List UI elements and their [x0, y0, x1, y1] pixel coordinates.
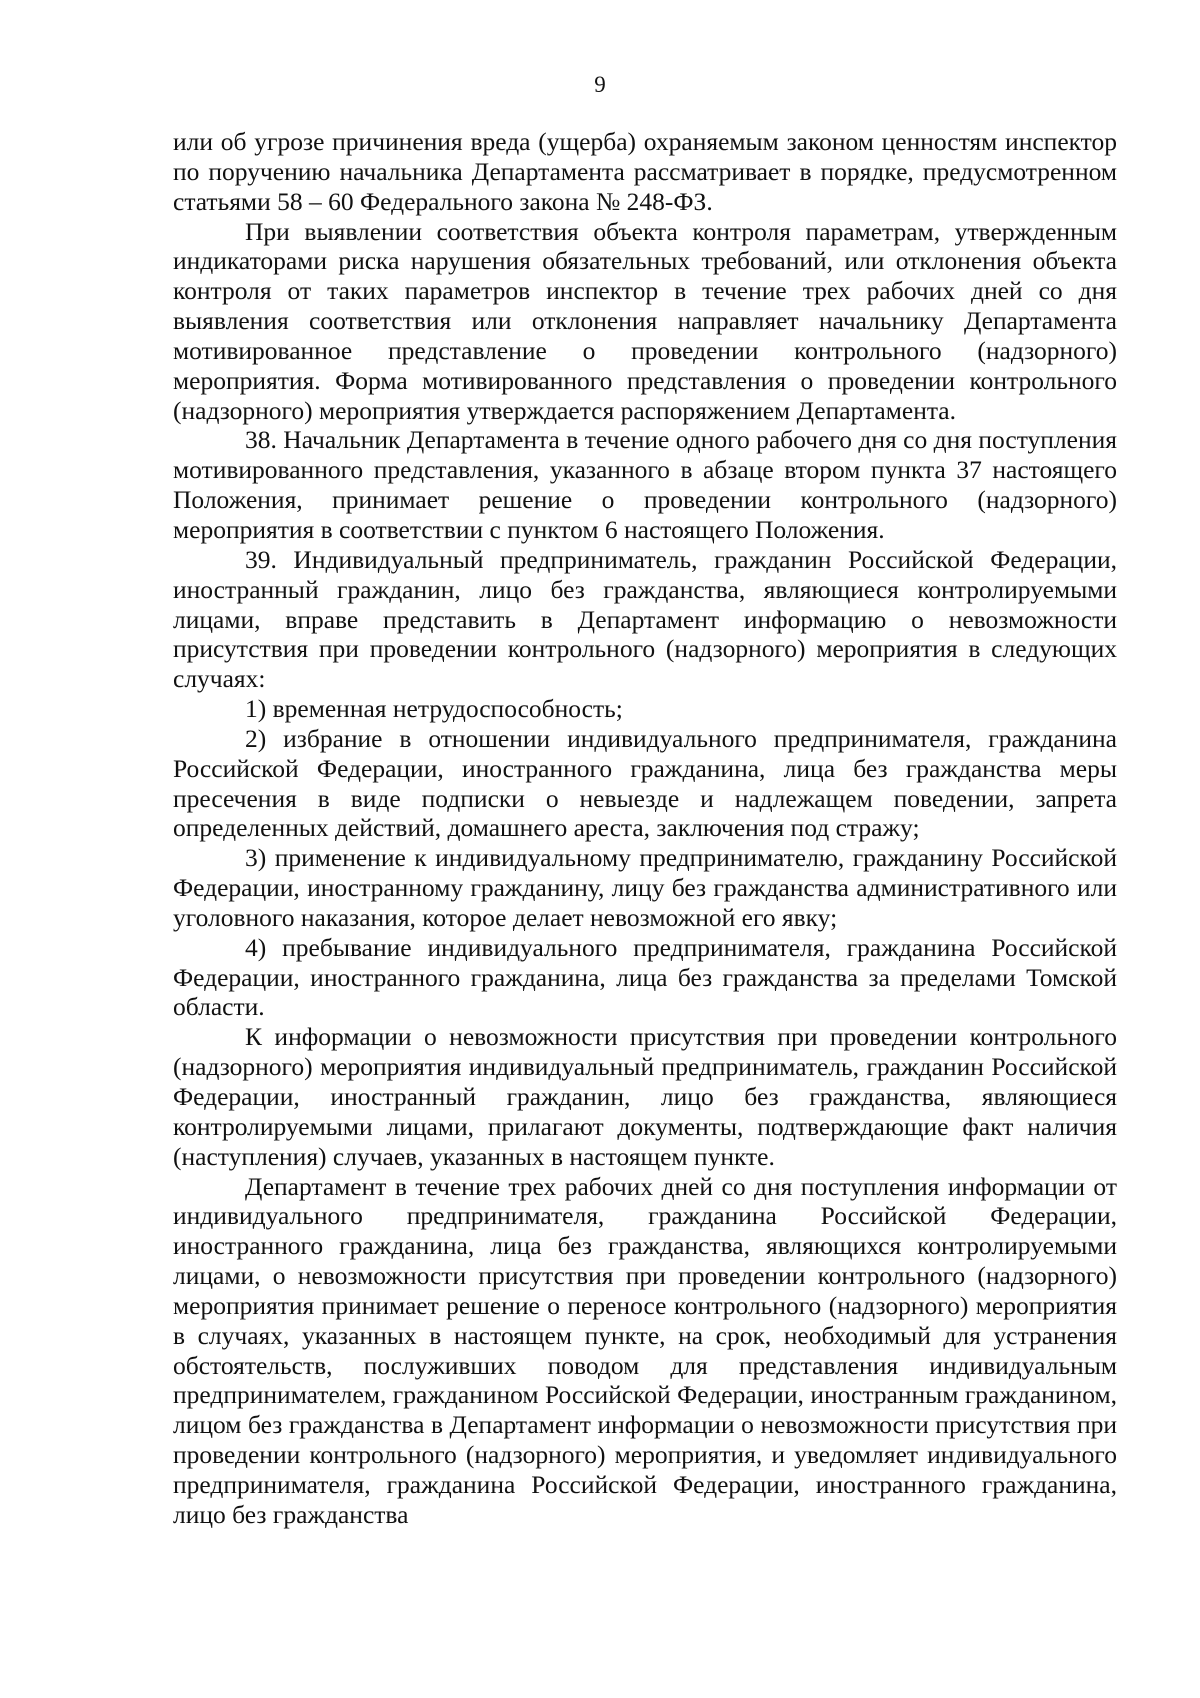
paragraph-postponement: Департамент в течение трех рабочих дней со дня поступления информации от индивидуального предпринимателя, гражданина Российской Федерации, иностранного гражданина, лица без гражданства, являющихся контролируемыми лицами, о невозможности присутствия при проведении контрольного (надзорного) мероприятия принимает решение о переносе контрольного (надзорного) мероприятия в случаях, указанных в настоящем пункте, на срок, необходимый для устранения обстоятельств, послуживших поводом для представления индивидуальным предпринимателем, гражданином Российской Федерации, иностранным гражданином, лицом без гражданства в Департамент информации о невозможности присутствия при проведении контрольного (надзорного) мероприятия, и уведомляет индивидуального предпринимателя, гражданина Российской Федерации, иностранного гражданина, лицо без гражданства: [173, 1171, 1117, 1529]
list-item-3: 3) применение к индивидуальному предпринимателю, гражданину Российской Федерации, иностранному гражданину, лицу без гражданства административного или уголовного наказания, которое делает невозможной его явку;: [173, 843, 1117, 932]
list-item-1: 1) временная нетрудоспособность;: [245, 694, 623, 724]
page-number: 9: [594, 72, 606, 97]
paragraph-item-39: 39. Индивидуальный предприниматель, гражданин Российской Федерации, иностранный гражданин, лицо без гражданства, являющиеся контролируемыми лицами, вправе представить в Департамент информацию о невозможности присутствия при проведении контрольного (надзорного) мероприятия в следующих случаях:: [173, 544, 1117, 694]
paragraph-attached-documents: К информации о невозможности присутствия при проведении контрольного (надзорного) мероприятия индивидуальный предприниматель, гражданин Российской Федерации, иностранный гражданин, лицо без гражданства, являющиеся контролируемыми лицами, прилагают документы, подтверждающие факт наличия (наступления) случаев, указанных в настоящем пункте.: [173, 1022, 1117, 1171]
list-item-4: 4) пребывание индивидуального предпринимателя, гражданина Российской Федерации, иностранного гражданина, лица без гражданства за пределами Томской области.: [173, 932, 1117, 1022]
paragraph-item-38: 38. Начальник Департамента в течение одного рабочего дня со дня поступления мотивированного представления, указанного в абзаце втором пункта 37 настоящего Положения, принимает решение о проведении контрольного (надзорного) мероприятия в соответствии с пунктом 6 настоящего Положения.: [173, 425, 1117, 544]
paragraph-risk-indicators: При выявлении соответствия объекта контроля параметрам, утвержденным индикаторами риска нарушения обязательных требований, или отклонения объекта контроля от таких параметров инспектор в течение трех рабочих дней со дня выявления соответствия или отклонения направляет начальнику Департамента мотивированное представление о проведении контрольного (надзорного) мероприятия. Форма мотивированного представления о проведении контрольного (надзорного) мероприятия утверждается распоряжением Департамента.: [173, 216, 1117, 425]
list-item-2: 2) избрание в отношении индивидуального предпринимателя, гражданина Российской Федерации, иностранного гражданина, лица без гражданства меры пресечения в виде подписки о невыезде и надлежащем поведении, запрета определенных действий, домашнего ареста, заключения под стражу;: [173, 723, 1117, 843]
document-body: [173, 127, 1117, 1530]
paragraph-continuation: или об угрозе причинения вреда (ущерба) охраняемым законом ценностям инспектор по поручению начальника Департамента рассматривает в порядке, предусмотренном статьями 58 – 60 Федерального закона № 248-ФЗ.: [173, 127, 1117, 216]
